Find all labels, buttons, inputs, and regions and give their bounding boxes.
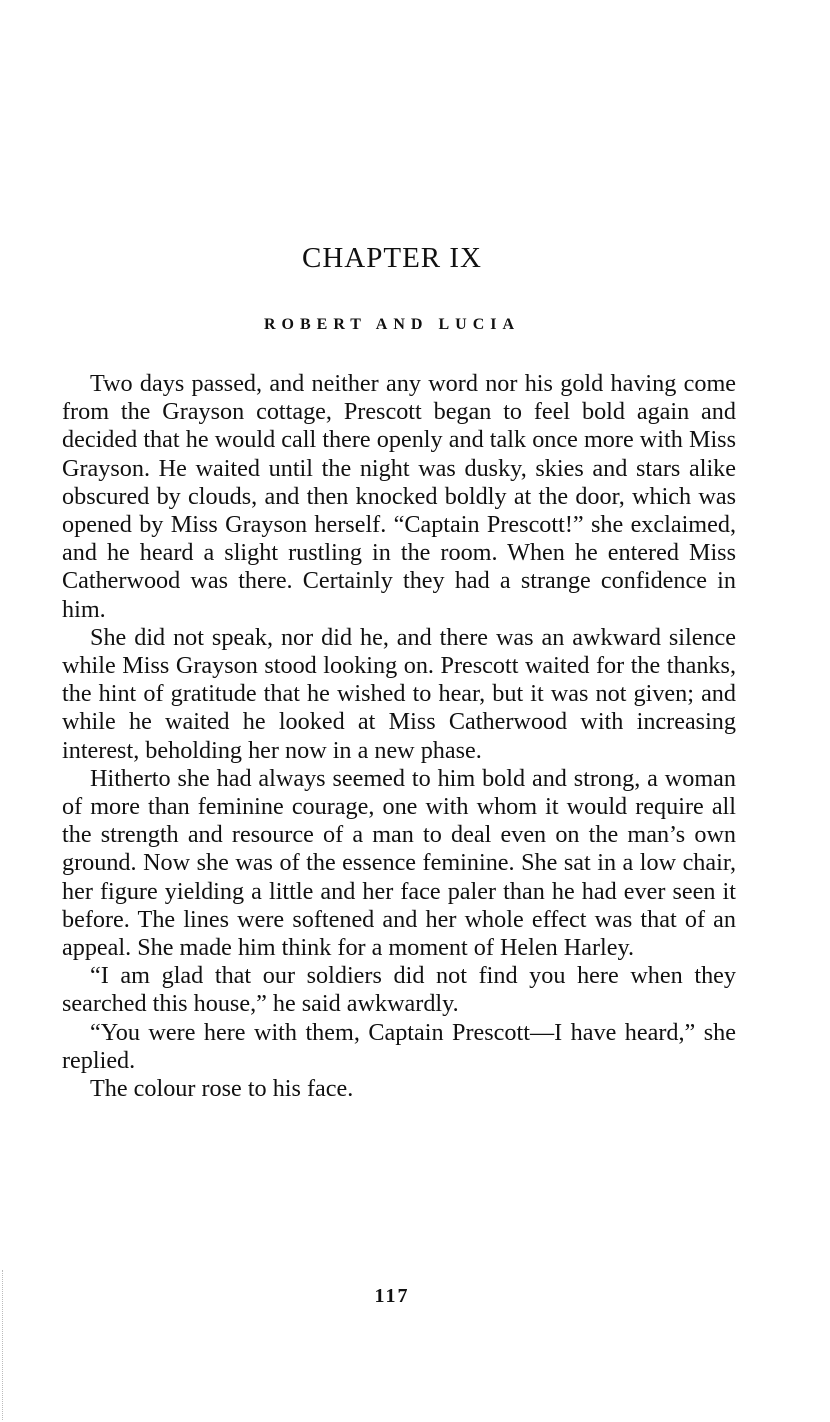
paragraph: She did not speak, nor did he, and there was an awkward silence while Miss Grayson stood looking on. Prescott waited for the thanks, the hint of gratitude that he wished to hear, but it was not given; and while he waited he looked at Miss Catherwood with increasing interest, beholding her now in a new phase.: [62, 623, 736, 764]
paragraph: “You were here with them, Captain Prescott—I have heard,” she replied.: [62, 1018, 736, 1074]
paragraph: “I am glad that our soldiers did not find you here when they searched this house,” he said awkwardly.: [62, 962, 736, 1018]
chapter-heading: CHAPTER IX: [302, 242, 482, 274]
paragraph: Hitherto she had always seemed to him bold and strong, a woman of more than feminine courage, one with whom it would require all the strength and resource of a man to deal even on the man’s own ground. Now she was of the essence feminine. She sat in a low chair, her figure yielding a little and her face paler than he had ever seen it before. The lines were softened and her whole effect was that of an appeal. She made him think for a moment of Helen Harley.: [62, 764, 736, 962]
chapter-body: [62, 370, 736, 1103]
chapter-subtitle: ROBERT AND LUCIA: [263, 316, 521, 333]
paragraph: Two days passed, and neither any word nor his gold having come from the Grayson cottage, Prescott began to feel bold again and decided that he would call there openly and talk once more with Miss Grayson. He waited until the night was dusky, skies and stars alike obscured by clouds, and then knocked boldly at the door, which was opened by Miss Grayson herself. “Captain Prescott!” she exclaimed, and he heard a slight rustling in the room. When he entered Miss Catherwood was there. Certainly they had a strange confidence in him.: [62, 370, 736, 623]
scan-edge-mark: [2, 1270, 7, 1420]
page-number: 117: [374, 1285, 410, 1307]
paragraph: The colour rose to his face.: [90, 1075, 354, 1103]
